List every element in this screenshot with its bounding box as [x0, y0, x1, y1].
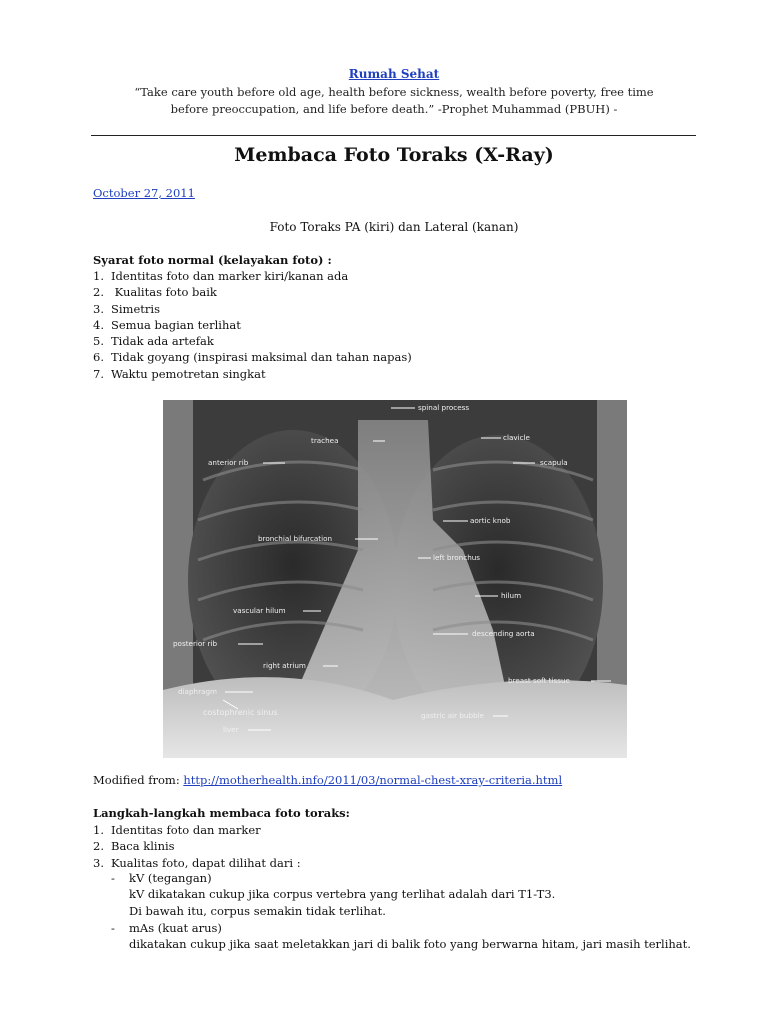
label-bronchial-bifurcation: bronchial bifurcation: [258, 534, 333, 543]
image-caption: Foto Toraks PA (kiri) dan Lateral (kanan): [269, 220, 519, 234]
kv-bullet: -: [111, 871, 115, 885]
list-item: 1. Identitas foto dan marker kiri/kanan ada: [93, 269, 349, 283]
list-item: 5. Tidak ada artefak: [93, 334, 214, 349]
label-spinal-process: spinal process: [418, 403, 470, 412]
label-costophrenic-sinus: costophrenic sinus: [203, 708, 278, 717]
label-aortic-knob: aortic knob: [470, 516, 511, 525]
post-date-link[interactable]: October 27, 2011: [93, 186, 195, 200]
normal-criteria-list: [93, 268, 412, 382]
kv-description: kV dikatakan cukup jika corpus vertebra yang terlihat adalah dari T1-T3.: [129, 887, 556, 901]
mas-title: mAs (kuat arus): [129, 921, 222, 935]
label-descending-aorta: descending aorta: [472, 629, 535, 638]
blog-tagline: “Take care youth before old age, health before sickness, wealth before poverty, free time before preoccupation, and life before death.” -Prophet Muhammad (PBUH) -: [134, 85, 654, 116]
label-diaphragm: diaphragm: [178, 687, 218, 696]
steps-list: [93, 822, 301, 871]
post-title: Membaca Foto Toraks (X-Ray): [234, 144, 554, 166]
label-posterior-rib: posterior rib: [173, 639, 218, 648]
list-item: 2. Kualitas foto baik: [93, 285, 217, 300]
source-credit: [93, 773, 562, 787]
blog-title-link[interactable]: Rumah Sehat: [348, 67, 440, 81]
list-item: 1. Identitas foto dan marker: [93, 823, 261, 837]
list-item: 4. Semua bagian terlihat: [93, 317, 241, 332]
kv-title: kV (tegangan): [129, 871, 212, 885]
label-breast-soft-tissue: breast soft tissue: [508, 676, 570, 685]
label-right-atrium: right atrium: [263, 661, 306, 670]
kv-note: Di bawah itu, corpus semakin tidak terlihat.: [129, 904, 386, 918]
list-item: 7. Waktu pemotretan singkat: [93, 366, 266, 381]
normal-criteria-heading: Syarat foto normal (kelayakan foto) :: [93, 253, 332, 267]
source-link[interactable]: http://motherhealth.info/2011/03/normal-chest-xray-criteria.html: [183, 773, 563, 787]
header-divider: [91, 135, 696, 136]
list-item: 6. Tidak goyang (inspirasi maksimal dan tahan napas): [93, 350, 412, 365]
list-item: 2. Baca klinis: [93, 839, 175, 854]
label-trachea: trachea: [311, 436, 339, 445]
chest-xray-image: [163, 400, 627, 758]
label-scapula: scapula: [540, 458, 568, 467]
mas-bullet: -: [111, 921, 115, 935]
label-left-bronchus: left bronchus: [433, 553, 481, 562]
label-vascular-hilum: vascular hilum: [233, 606, 286, 615]
label-anterior-rib: anterior rib: [208, 458, 249, 467]
steps-heading: Langkah-langkah membaca foto toraks:: [93, 806, 350, 820]
label-hilum: hilum: [501, 591, 522, 600]
list-item: 3. Kualitas foto, dapat dilihat dari :: [93, 855, 301, 870]
label-liver: liver: [223, 725, 239, 734]
label-clavicle: clavicle: [503, 433, 530, 442]
list-item: 3. Simetris: [93, 301, 160, 316]
source-credit-label: Modified from:: [93, 773, 184, 787]
mas-description: dikatakan cukup jika saat meletakkan jari di balik foto yang berwarna hitam, jari masih terlihat.: [129, 937, 691, 951]
label-gastric-air-bubble: gastric air bubble: [421, 711, 485, 720]
